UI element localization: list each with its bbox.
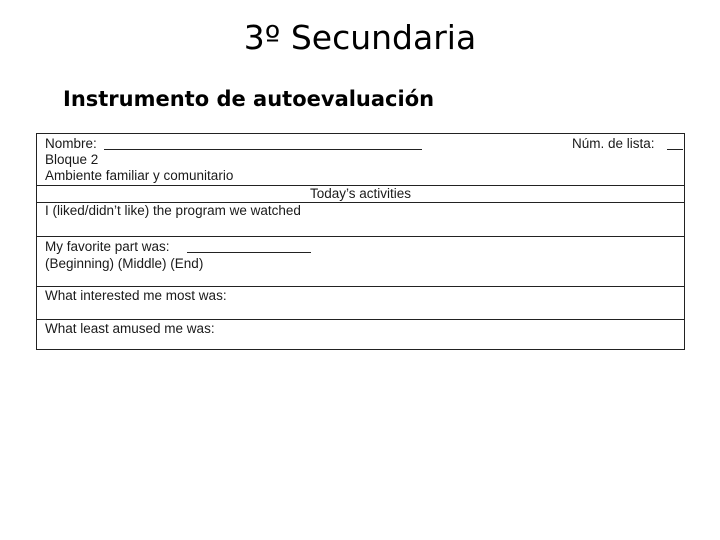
liked-row (37, 203, 684, 237)
section-title: Today’s activities (309, 186, 412, 201)
topic-label: Ambiente familiar y comunitario (45, 168, 234, 183)
self-assessment-form (36, 133, 685, 350)
form-header-row (37, 134, 684, 186)
name-label: Nombre: (45, 136, 97, 151)
favorite-part-row (37, 237, 684, 287)
slide-title: 3º Secundaria (243, 18, 477, 57)
slide-subtitle: Instrumento de autoevaluación (63, 87, 435, 111)
liked-prompt: I (liked/didn’t like) the program we watched (45, 203, 301, 218)
section-title-row (37, 186, 684, 203)
least-amused-prompt: What least amused me was: (45, 321, 215, 336)
favorite-part-label: My favorite part was: (45, 239, 170, 254)
list-number-blank-line (667, 149, 683, 150)
most-interesting-row (37, 287, 684, 320)
most-interesting-prompt: What interested me most was: (45, 288, 227, 303)
list-number-label: Núm. de lista: (572, 136, 655, 151)
block-label: Bloque 2 (45, 152, 99, 167)
name-blank-line (104, 149, 422, 150)
favorite-part-options: (Beginning) (Middle) (End) (45, 256, 204, 271)
favorite-part-blank-line (187, 252, 311, 253)
least-amused-row (37, 320, 684, 351)
